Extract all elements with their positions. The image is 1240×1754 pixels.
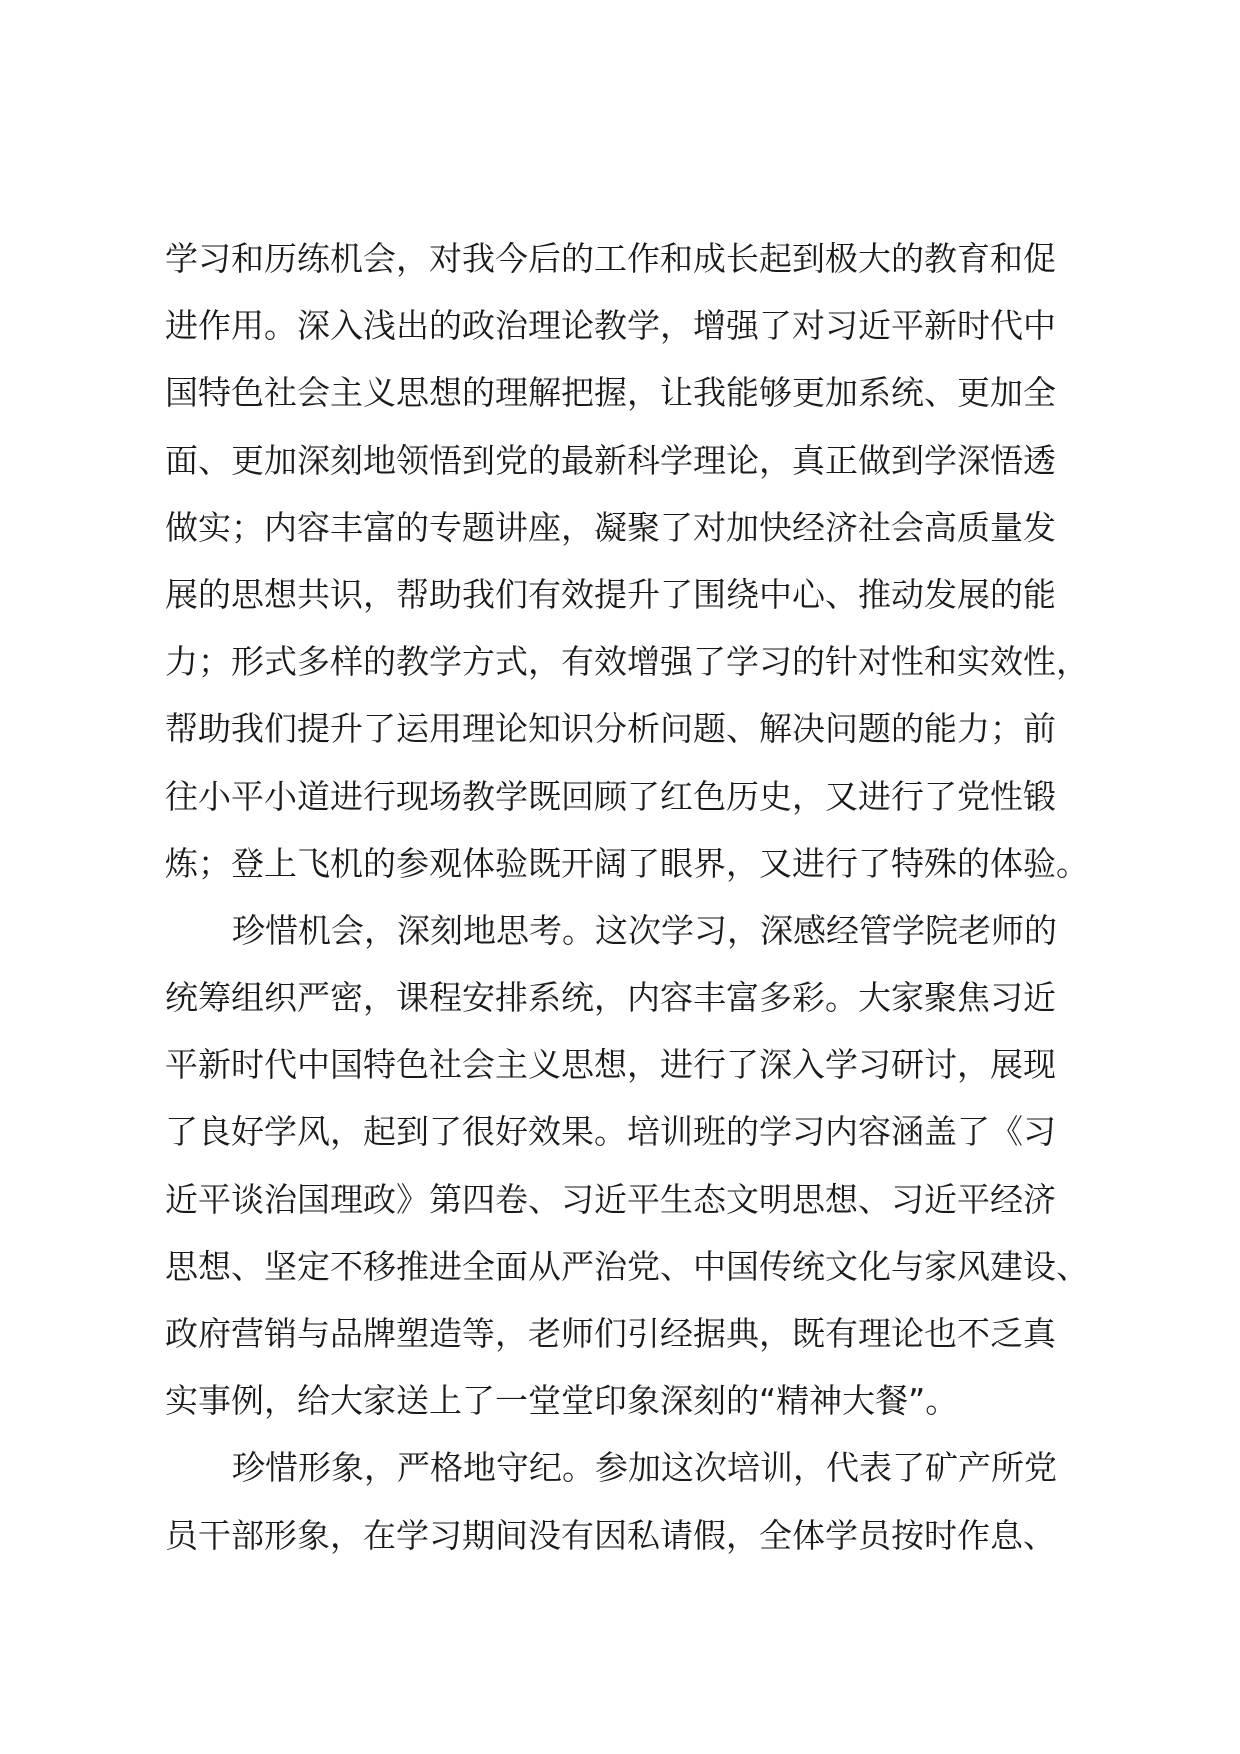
text-line: 力；形式多样的教学方式，有效增强了学习的针对性和实效性，: [165, 642, 1089, 682]
text-line: 进作用。深入浅出的政治理论教学，增强了对习近平新时代中: [165, 306, 1056, 346]
text-line: 平新时代中国特色社会主义思想，进行了深入学习研讨，展现: [165, 1045, 1056, 1085]
text-line: 展的思想共识，帮助我们有效提升了围绕中心、推动发展的能: [165, 574, 1056, 614]
text-line: 员干部形象，在学习期间没有因私请假，全体学员按时作息、: [165, 1515, 1056, 1555]
text-line: 帮助我们提升了运用理论知识分析问题、解决问题的能力；前: [165, 709, 1056, 749]
text-line: 面、更加深刻地领悟到党的最新科学理论，真正做到学深悟透: [165, 440, 1056, 480]
body-text: [165, 225, 1125, 1569]
text-line: 珍惜形象，严格地守纪。参加这次培训，代表了矿产所党: [232, 1448, 1057, 1488]
text-line: 往小平小道进行现场教学既回顾了红色历史，又进行了党性锻: [165, 776, 1056, 816]
text-line: 国特色社会主义思想的理解把握，让我能够更加系统、更加全: [165, 373, 1056, 413]
text-line: 珍惜机会，深刻地思考。这次学习，深感经管学院老师的: [232, 910, 1057, 950]
text-line: 政府营销与品牌塑造等，老师们引经据典，既有理论也不乏真: [165, 1314, 1056, 1353]
text-line: 近平谈治国理政》第四卷、习近平生态文明思想、习近平经济: [165, 1179, 1056, 1219]
text-line: 了良好学风，起到了很好效果。培训班的学习内容涵盖了《习: [165, 1112, 1056, 1152]
text-line: 实事例，给大家送上了一堂堂印象深刻的“精神大餐”。: [165, 1381, 959, 1421]
paragraph-learning-outcomes: [165, 225, 1125, 897]
text-line: 思想、坚定不移推进全面从严治党、中国传统文化与家风建设、: [165, 1246, 1089, 1286]
text-line: 做实；内容丰富的专题讲座，凝聚了对加快经济社会高质量发: [165, 507, 1056, 547]
text-line: 炼；登上飞机的参观体验既开阔了眼界，又进行了特殊的体验。: [165, 843, 1089, 883]
paragraph-cherish-opportunity: [165, 897, 1125, 1435]
text-line: 学习和历练机会，对我今后的工作和成长起到极大的教育和促: [165, 239, 1056, 278]
text-line: 统筹组织严密，课程安排系统，内容丰富多彩。大家聚焦习近: [165, 978, 1056, 1018]
paragraph-cherish-image: [165, 1434, 1125, 1568]
